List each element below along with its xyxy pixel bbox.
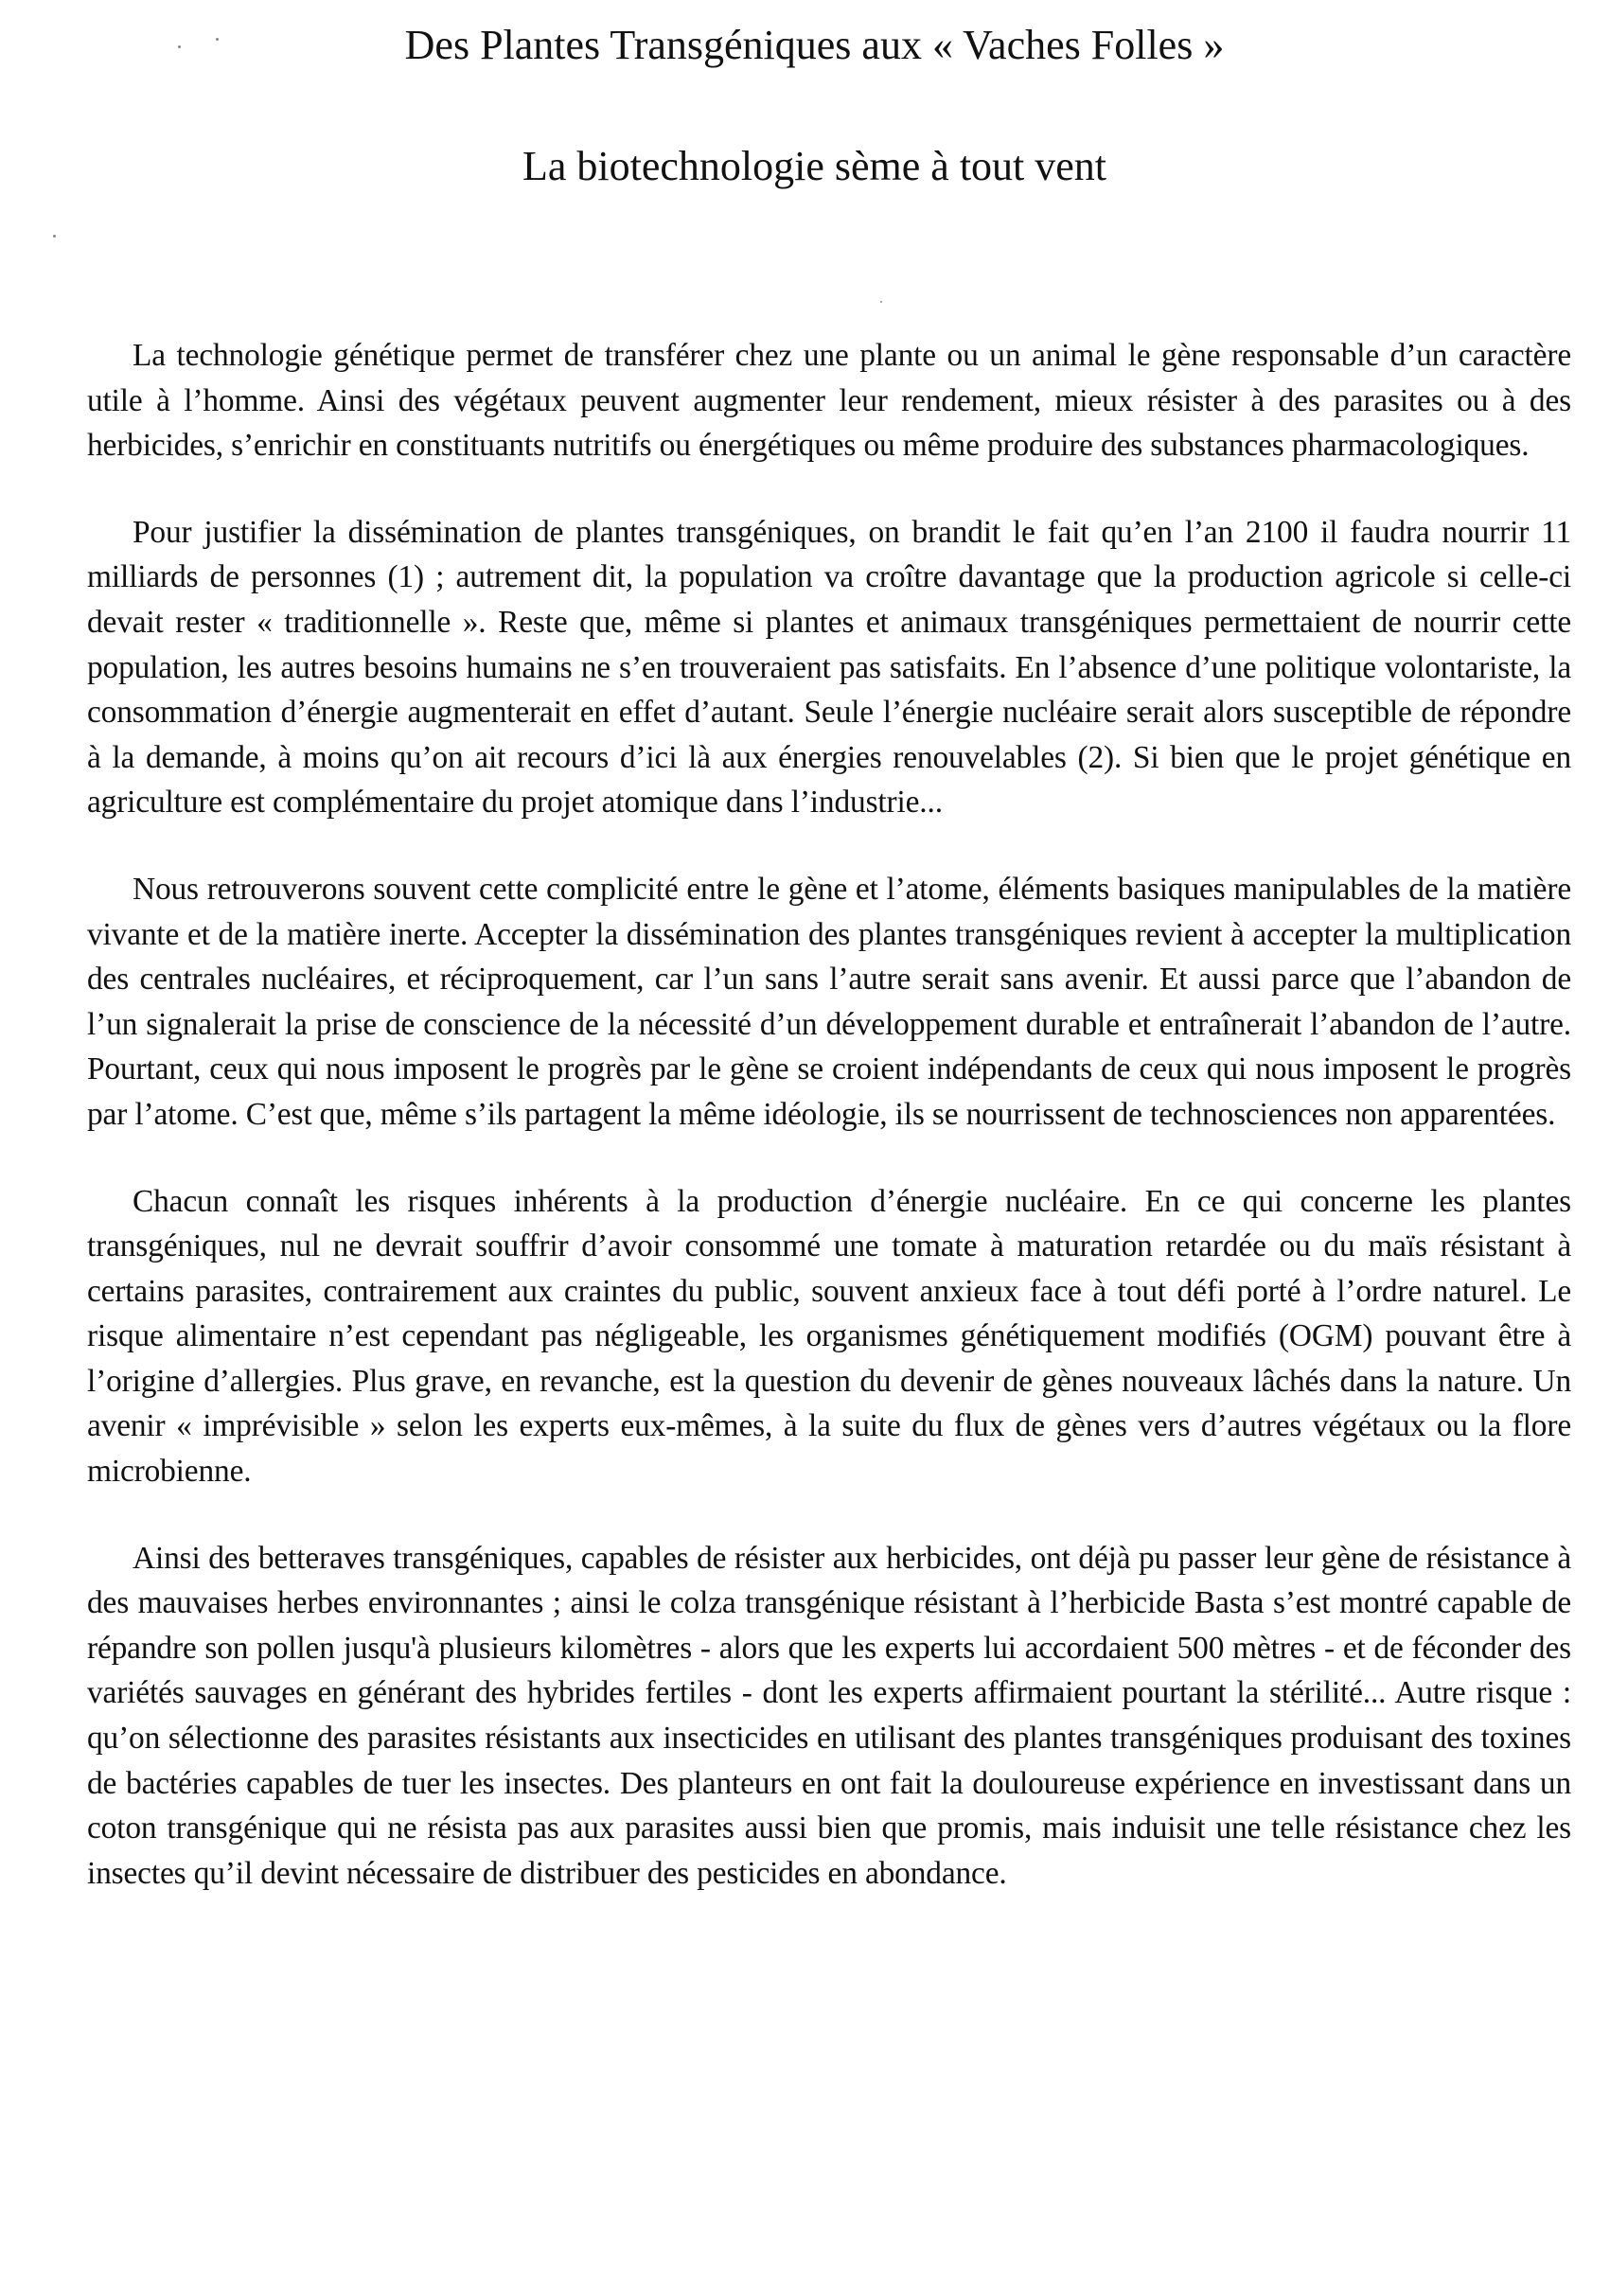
article-body [87,333,1571,1937]
paragraph-3: Nous retrouverons souvent cette complicité entre le gène et l’atome, éléments basiques manipulables de la matière vivante et de la matière inerte. Accepter la dissémination des plantes transgéniques revient à accepter la multiplication des centrales nucléaires, et réciproquement, car l’un sans l’autre serait sans avenir. Et aussi parce que l’abandon de l’un signalerait la prise de conscience de la nécessité d’un développement durable et entraînerait l’abandon de l’autre. Pourtant, ceux qui nous imposent le progrès par le gène se croient indépendants de ceux qui nous imposent le progrès par l’atome. C’est que, même s’ils partagent la même idéologie, ils se nourrissent de technosciences non apparentées. [87,871,1571,1132]
scan-speck [53,235,56,238]
document-subtitle: La biotechnologie sème à tout vent [522,143,1107,189]
paragraph-4: Chacun connaît les risques inhérents à la production d’énergie nucléaire. En ce qui concerne les plantes transgéniques, nul ne devrait souffrir d’avoir consommé une tomate à maturation retardée ou du maïs résistant à certains parasites, contrairement aux craintes du public, souvent anxieux face à tout défi porté à l’ordre naturel. Le risque alimentaire n’est cependant pas négligeable, les organismes génétiquement modifiés (OGM) pouvant être à l’origine d’allergies. Plus grave, en revanche, est la question du devenir de gènes nouveaux lâchés dans la nature. Un avenir « imprévisible » selon les experts eux-mêmes, à la suite du flux de gènes vers d’autres végétaux ou la flore microbienne. [87,1183,1571,1490]
document-title: Des Plantes Transgéniques aux « Vaches Folles » [404,22,1225,68]
paragraph-5: Ainsi des betteraves transgéniques, capables de résister aux herbicides, ont déjà pu passer leur gène de résistance à des mauvaises herbes environnantes ; ainsi le colza transgénique résistant à l’herbicide Basta s’est montré capable de répandre son pollen jusqu'à plusieurs kilomètres - alors que les experts lui accordaient 500 mètres - et de féconder des variétés sauvages en générant des hybrides fertiles - dont les experts affirmaient pourtant la stérilité... Autre risque : qu’on sélectionne des parasites résistants aux insecticides en utilisant des plantes transgéniques produisant des toxines de bactéries capables de tuer les insectes. Des planteurs en ont fait la douloureuse expérience en investissant dans un coton transgénique qui ne résista pas aux parasites aussi bien que promis, mais induisit une telle résistance chez les insectes qu’il devint nécessaire de distribuer des pesticides en abondance. [87,1540,1571,1891]
paragraph-2: Pour justifier la dissémination de plantes transgéniques, on brandit le fait qu’en l’an 2100 il faudra nourrir 11 milliards de personnes (1) ; autrement dit, la population va croître davantage que la production agricole si celle-ci devait rester « traditionnelle ». Reste que, même si plantes et animaux transgéniques permettaient de nourrir cette population, les autres besoins humains ne s’en trouveraient pas satisfaits. En l’absence d’une politique volontariste, la consommation d’énergie augmenterait en effet d’autant. Seule l’énergie nucléaire serait alors susceptible de répondre à la demande, à moins qu’on ait recours d’ici là aux énergies renouvelables (2). Si bien que le projet génétique en agriculture est complémentaire du projet atomique dans l’industrie... [87,514,1571,821]
scan-speck [880,301,882,303]
paragraph-1: La technologie génétique permet de transférer chez une plante ou un animal le gène responsable d’un caractère utile à l’homme. Ainsi des végétaux peuvent augmenter leur rendement, mieux résister à des parasites ou à des herbicides, s’enrichir en constituants nutritifs ou énergétiques ou même produire des substances pharmacologiques. [87,338,1571,464]
